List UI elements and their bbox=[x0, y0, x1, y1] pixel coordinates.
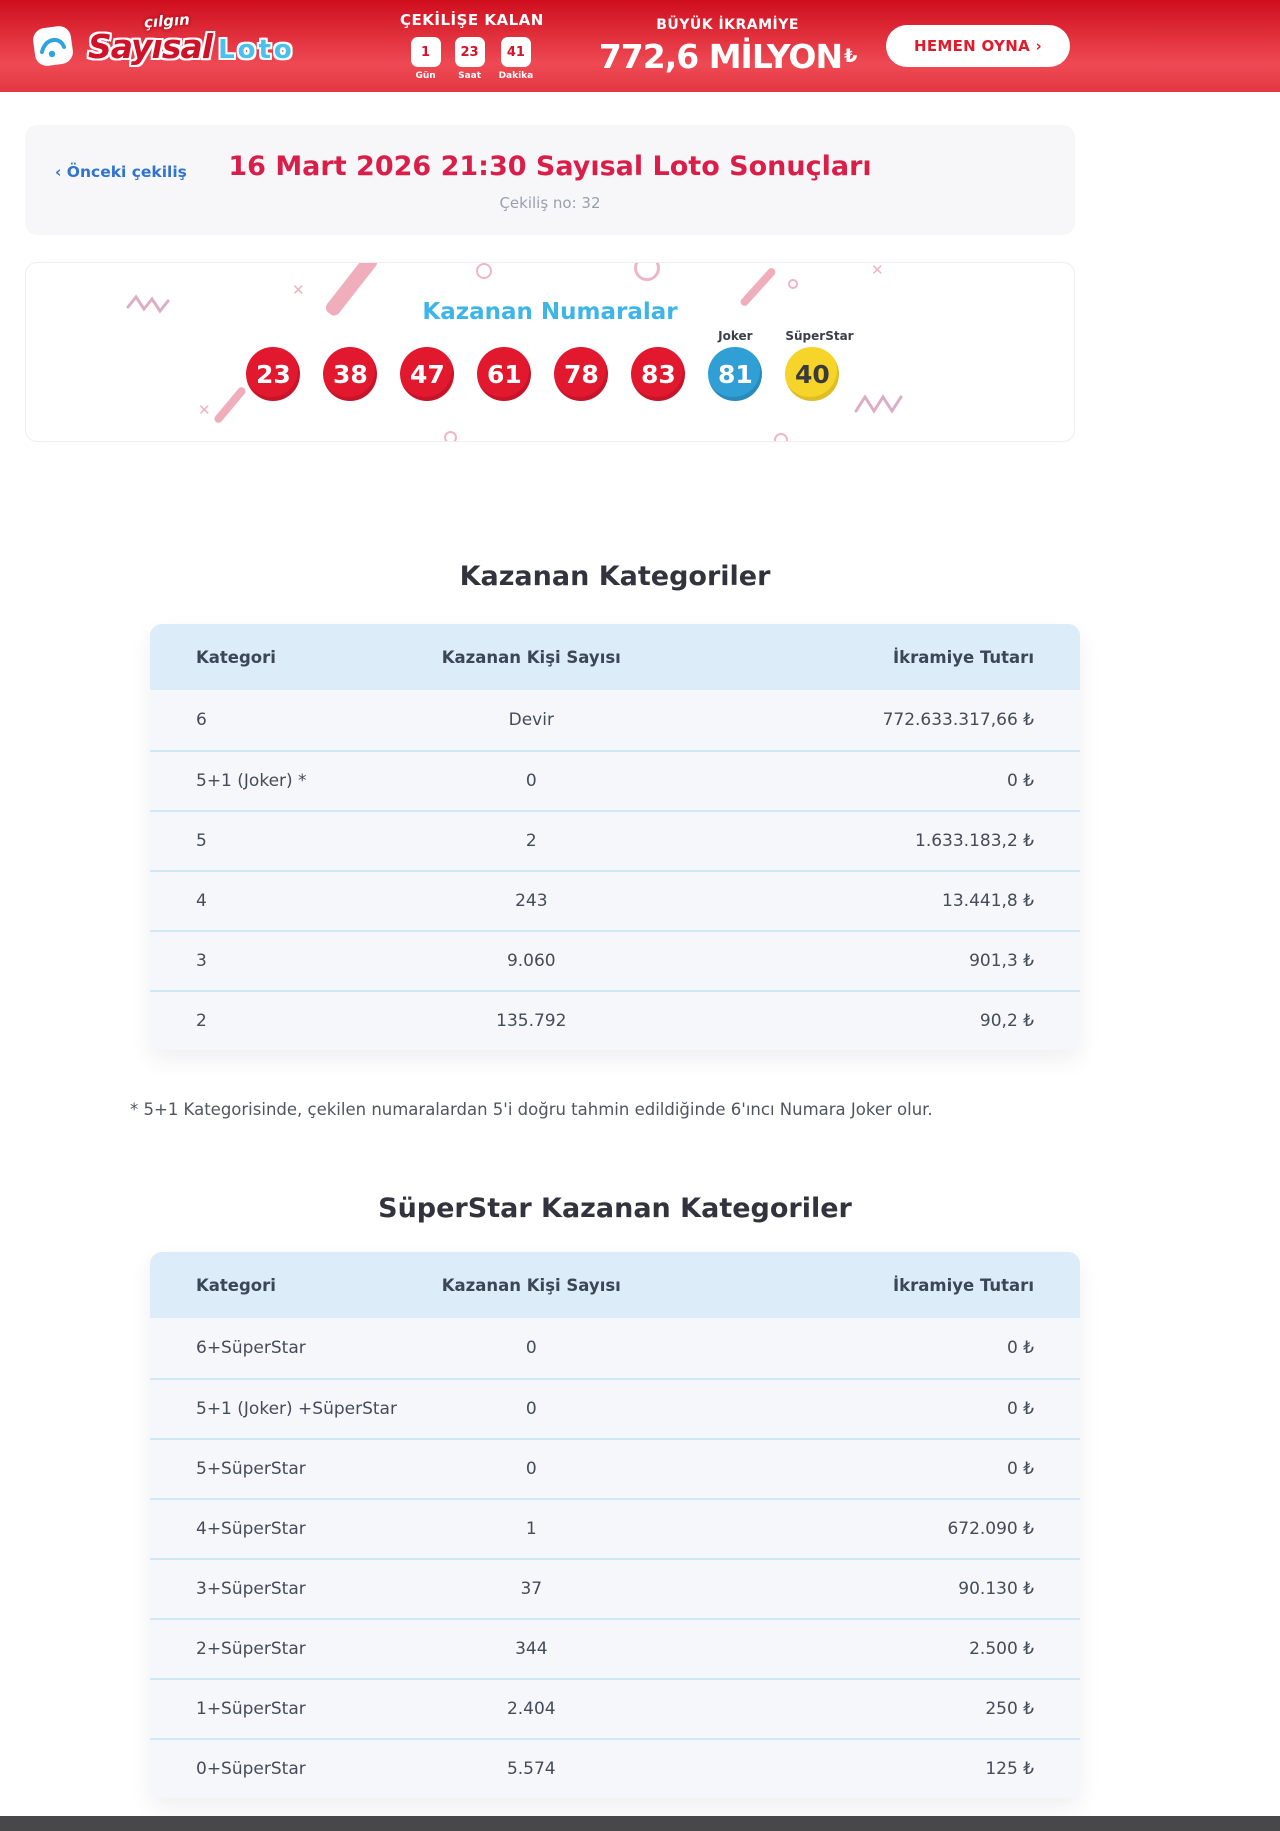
table-cell: 0+SüperStar bbox=[196, 1759, 306, 1779]
confetti-star-icon: ✕ bbox=[292, 281, 305, 299]
countdown-item bbox=[455, 37, 485, 81]
ball-label: Joker bbox=[718, 329, 753, 343]
table-cell: 125 ₺ bbox=[985, 1759, 1034, 1779]
superstar-categories-heading: SüperStar Kazanan Kategoriler bbox=[378, 1193, 852, 1224]
table-cell: 772.633.317,66 ₺ bbox=[882, 710, 1034, 730]
logo-sayisal: Sayısal bbox=[88, 26, 213, 66]
ball-number: 78 bbox=[554, 347, 608, 401]
ball-number: 83 bbox=[631, 347, 685, 401]
column-header: Kazanan Kişi Sayısı bbox=[441, 647, 621, 667]
countdown-value: 41 bbox=[501, 37, 531, 67]
table-cell: 0 bbox=[525, 1399, 537, 1419]
table-cell: 3 bbox=[196, 951, 207, 971]
jackpot-amount: 772,6 MİLYON ₺ bbox=[598, 36, 857, 76]
ball-number: 23 bbox=[246, 347, 300, 401]
table-cell: 37 bbox=[520, 1579, 543, 1599]
countdown-label: Saat bbox=[458, 71, 482, 81]
table-cell: 6 bbox=[196, 710, 207, 730]
table-row bbox=[150, 870, 1080, 930]
categories-heading: Kazanan Kategoriler bbox=[459, 561, 771, 592]
table-cell: 901,3 ₺ bbox=[969, 951, 1034, 971]
table-cell: 344 bbox=[515, 1639, 548, 1659]
ball-number: 40 bbox=[785, 347, 839, 401]
countdown-boxes bbox=[400, 37, 544, 81]
previous-draw-link[interactable]: ‹ Önceki çekiliş bbox=[55, 163, 187, 181]
table-row bbox=[150, 1498, 1080, 1558]
countdown-item bbox=[411, 37, 441, 81]
chevron-left-icon: ‹ bbox=[55, 163, 62, 181]
confetti-ring-icon bbox=[634, 262, 660, 281]
table-row bbox=[150, 930, 1080, 990]
column-header: Kategori bbox=[196, 647, 276, 667]
ball-label bbox=[323, 327, 377, 347]
table-cell: 9.060 bbox=[506, 951, 556, 971]
winning-numbers-card bbox=[25, 262, 1075, 442]
table-cell: 4+SüperStar bbox=[196, 1519, 306, 1539]
table-row bbox=[150, 750, 1080, 810]
table-cell: 0 ₺ bbox=[1006, 771, 1034, 791]
table-cell: 0 ₺ bbox=[1006, 1459, 1034, 1479]
ball-label bbox=[554, 327, 608, 347]
table-cell: 5+1 (Joker) +SüperStar bbox=[196, 1399, 397, 1419]
table-header-row bbox=[150, 1252, 1080, 1318]
table-cell: 0 bbox=[525, 1459, 537, 1479]
table-cell: 1.633.183,2 ₺ bbox=[915, 831, 1034, 851]
table-cell: 5.574 bbox=[506, 1759, 556, 1779]
table-row bbox=[150, 690, 1080, 750]
lotto-ball bbox=[631, 327, 685, 401]
table-cell: 1+SüperStar bbox=[196, 1699, 306, 1719]
superstar-categories-table bbox=[150, 1252, 1080, 1798]
lotto-ball bbox=[323, 327, 377, 401]
lotto-ball bbox=[554, 327, 608, 401]
column-header: İkramiye Tutarı bbox=[893, 1275, 1034, 1295]
table-row bbox=[150, 1738, 1080, 1798]
page-title: 16 Mart 2026 21:30 Sayısal Loto Sonuçları bbox=[228, 151, 872, 182]
table-cell: 2+SüperStar bbox=[196, 1639, 306, 1659]
lotto-ball bbox=[400, 327, 454, 401]
table-cell: 0 bbox=[525, 771, 537, 791]
winning-numbers-row bbox=[26, 327, 1074, 401]
superstar-ball bbox=[785, 327, 853, 401]
joker-footnote: * 5+1 Kategorisinde, çekilen numaralardan 5'i doğru tahmin edildiğinde 6'ıncı Numara Joker olur. bbox=[130, 1100, 933, 1119]
column-header: Kazanan Kişi Sayısı bbox=[441, 1275, 621, 1295]
table-cell: 4 bbox=[196, 891, 207, 911]
table-cell: 5+SüperStar bbox=[196, 1459, 306, 1479]
table-row bbox=[150, 990, 1080, 1050]
countdown-label: Dakika bbox=[498, 71, 534, 81]
table-cell: 0 bbox=[525, 1338, 537, 1358]
jackpot-label: BÜYÜK İKRAMİYE bbox=[656, 16, 799, 33]
table-cell: 2 bbox=[196, 1011, 207, 1031]
ball-number: 81 bbox=[708, 347, 762, 401]
logo-text bbox=[88, 9, 295, 66]
draw-number: Çekiliş no: 32 bbox=[499, 194, 601, 212]
table-row bbox=[150, 1438, 1080, 1498]
confetti-ring-icon bbox=[788, 279, 798, 289]
table-cell: 2.404 bbox=[506, 1699, 556, 1719]
table-cell: 1 bbox=[525, 1519, 537, 1539]
lotto-ball bbox=[246, 327, 300, 401]
table-cell: 243 bbox=[515, 891, 548, 911]
confetti-ring-icon bbox=[444, 431, 457, 442]
milli-piyango-logo-icon bbox=[30, 23, 76, 69]
sayisal-loto-logo[interactable] bbox=[30, 9, 360, 69]
draw-countdown bbox=[400, 11, 544, 81]
table-row bbox=[150, 1558, 1080, 1618]
table-header-row bbox=[150, 624, 1080, 690]
table-row bbox=[150, 1378, 1080, 1438]
table-cell: Devir bbox=[508, 710, 554, 730]
ball-number: 47 bbox=[400, 347, 454, 401]
logo-cilgin: çılgın bbox=[143, 9, 191, 32]
winning-numbers-heading: Kazanan Numaralar bbox=[422, 299, 678, 325]
ball-number: 61 bbox=[477, 347, 531, 401]
table-cell: 135.792 bbox=[496, 1011, 567, 1031]
ball-label bbox=[400, 327, 454, 347]
table-cell: 3+SüperStar bbox=[196, 1579, 306, 1599]
table-row bbox=[150, 1678, 1080, 1738]
joker-ball bbox=[708, 327, 762, 401]
confetti-ring-icon bbox=[774, 433, 788, 442]
table-row bbox=[150, 810, 1080, 870]
table-row bbox=[150, 1618, 1080, 1678]
lotto-ball bbox=[477, 327, 531, 401]
lira-symbol: ₺ bbox=[844, 44, 857, 67]
play-now-button[interactable]: HEMEN OYNA › bbox=[886, 25, 1070, 67]
logo-loto: Loto bbox=[218, 34, 295, 65]
categories-table bbox=[150, 624, 1080, 1050]
draw-title-card bbox=[25, 125, 1075, 235]
table-cell: 5+1 (Joker) * bbox=[196, 771, 307, 791]
table-cell: 0 ₺ bbox=[1006, 1338, 1034, 1358]
chevron-right-icon: › bbox=[1035, 37, 1042, 55]
table-cell: 90.130 ₺ bbox=[958, 1579, 1034, 1599]
confetti-star-icon: ✕ bbox=[198, 401, 211, 419]
ball-label bbox=[631, 327, 685, 347]
confetti-ring-icon bbox=[476, 263, 492, 279]
table-cell: 5 bbox=[196, 831, 207, 851]
ball-label: SüperStar bbox=[785, 329, 854, 343]
table-cell: 13.441,8 ₺ bbox=[942, 891, 1034, 911]
countdown-value: 1 bbox=[411, 37, 441, 67]
countdown-title: ÇEKİLİŞE KALAN bbox=[400, 11, 544, 29]
table-cell: 2.500 ₺ bbox=[969, 1639, 1034, 1659]
column-header: Kategori bbox=[196, 1275, 276, 1295]
table-cell: 90,2 ₺ bbox=[979, 1011, 1034, 1031]
ball-number: 38 bbox=[323, 347, 377, 401]
table-cell: 672.090 ₺ bbox=[947, 1519, 1034, 1539]
ball-label bbox=[246, 327, 300, 347]
confetti-star-icon: ✕ bbox=[871, 262, 884, 279]
countdown-value: 23 bbox=[455, 37, 485, 67]
countdown-item bbox=[499, 37, 534, 81]
table-cell: 250 ₺ bbox=[985, 1699, 1034, 1719]
ball-label bbox=[477, 327, 531, 347]
table-cell: 0 ₺ bbox=[1006, 1399, 1034, 1419]
jackpot-block bbox=[599, 17, 857, 76]
countdown-label: Gün bbox=[415, 71, 436, 81]
bottom-strip bbox=[0, 1816, 1280, 1831]
top-banner bbox=[0, 0, 1280, 92]
table-row bbox=[150, 1318, 1080, 1378]
table-cell: 6+SüperStar bbox=[196, 1338, 306, 1358]
column-header: İkramiye Tutarı bbox=[893, 647, 1034, 667]
table-cell: 2 bbox=[525, 831, 537, 851]
